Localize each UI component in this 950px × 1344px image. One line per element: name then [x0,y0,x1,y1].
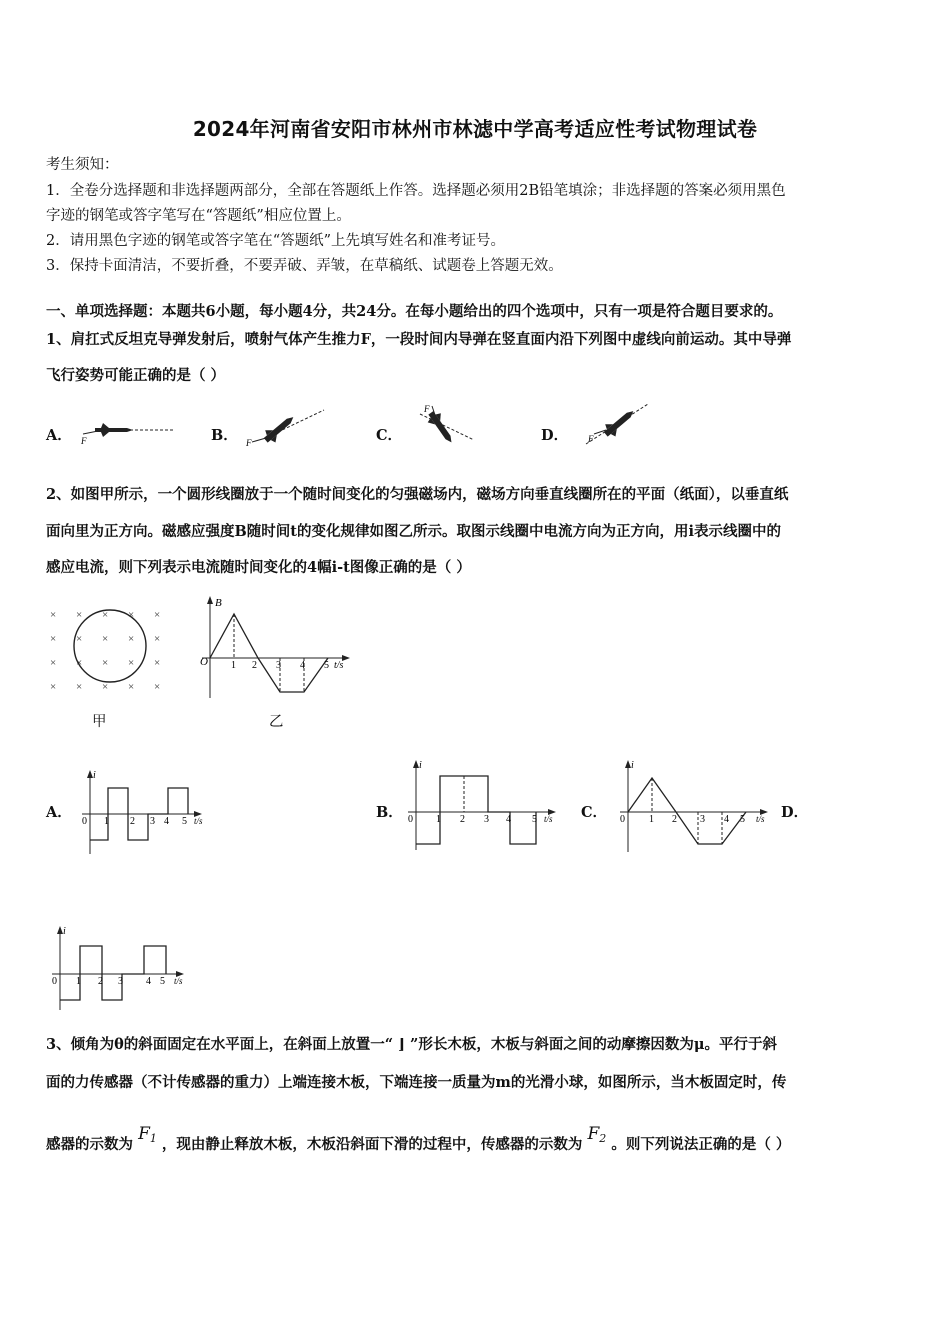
q2-yi-tick-2: 2 [252,660,257,671]
q2-graph-b [402,758,572,854]
q2-figure-jia [44,598,174,708]
q2-d-tick-1: 1 [76,976,81,987]
q2-d-tick-3: 3 [118,976,123,987]
q2-a-t-label: t/s [194,816,203,826]
notice-item-1: 1．全卷分选择题和非选择题两部分，全部在答题纸上作答。选择题必须用2B铅笔填涂；非选择题的答案必须用黑色 [46,183,786,199]
q2-yi-tick-4: 4 [300,660,305,671]
q2-b-tick-3: 3 [484,814,489,825]
q3-f1-sub: 1 [149,1132,157,1145]
q2-c-zero: 0 [620,814,625,825]
q2-yi-t-label: t/s [334,660,344,671]
q3-f2-sub: 2 [599,1132,607,1145]
field-cross-icon: × [76,633,83,645]
q3-line3-part2: ，现由静止释放木板，木板沿斜面下滑的过程中，传感器的示数为 [161,1136,583,1153]
q2-stem-line2: 面向里为正方向。磁感应强度B随时间t的变化规律如图乙所示。取图示线圈中电流方向为正方向，用i表示线圈中的 [46,523,781,540]
q2-figure-jia-label: 甲 [92,714,107,730]
field-cross-icon: × [50,609,57,621]
field-cross-icon: × [154,633,161,645]
q3-line3-part1: 感器的示数为 [46,1136,133,1153]
q2-yi-origin: O [200,656,208,668]
field-cross-icon: × [50,657,57,669]
field-cross-icon: × [76,657,83,669]
notice-heading: 考生须知： [46,157,119,173]
q2-b-tick-1: 1 [436,814,441,825]
q2-d-tick-5: 5 [160,976,165,987]
field-cross-icon: × [154,657,161,669]
q1-figure-d [576,400,652,450]
notice-item-2: 2．请用黑色字迹的钢笔或答字笔在“答题纸”上先填写姓名和准考证号。 [46,233,506,249]
q2-yi-tick-1: 1 [231,660,236,671]
q1-stem-line1: 1、肩扛式反坦克导弹发射后，喷射气体产生推力F，一段时间内导弹在竖直面内沿下列图中虚线向前运动。其中导弹 [46,331,792,348]
q2-graph-a [76,768,216,858]
q2-b-tick-2: 2 [460,814,465,825]
q1-option-b-label[interactable]: B． [211,427,238,444]
q1-figure-a [75,410,175,450]
q2-a-tick-3: 3 [150,816,155,827]
q2-c-t-label: t/s [756,814,765,824]
q1-b-force-label: F [246,438,252,448]
q1-d-force-label: F [588,434,594,444]
q2-b-tick-4: 4 [506,814,511,825]
notice-item-3: 3．保持卡面清洁，不要折叠，不要弄破、弄皱，在草稿纸、试题卷上答题无效。 [46,258,563,274]
q1-option-d-label[interactable]: D． [541,427,569,444]
q2-b-tick-5: 5 [532,814,537,825]
q2-b-t-label: t/s [544,814,553,824]
q1-a-force-label: F [81,436,87,446]
q2-stem-line1: 2、如图甲所示，一个圆形线圈放于一个随时间变化的匀强磁场内，磁场方向垂直线圈所在的平面（纸面），以垂直纸 [46,486,789,503]
q2-b-i-label: i [419,760,422,771]
q2-stem-line3: 感应电流，则下列表示电流随时间变化的4幅i-t图像正确的是（ ） [46,559,471,576]
field-cross-icon: × [128,633,135,645]
q3-stem-line3 [46,1124,791,1155]
q2-a-tick-2: 2 [130,816,135,827]
q2-yi-b-label: B [215,597,222,609]
q2-option-b-label[interactable]: B． [376,804,403,821]
q2-yi-tick-5: 5 [324,660,329,671]
field-cross-icon: × [76,609,83,621]
q2-c-i-label: i [631,760,634,771]
q1-figure-b [238,402,328,450]
field-cross-icon: × [128,609,135,621]
q2-figure-yi-label: 乙 [269,714,284,730]
page-title: 2024年河南省安阳市林州市林滤中学高考适应性考试物理试卷 [192,117,758,141]
q2-b-zero: 0 [408,814,413,825]
field-cross-icon: × [128,681,135,693]
q2-yi-tick-3: 3 [276,660,281,671]
q3-stem-line2: 面的力传感器（不计传感器的重力）上端连接木板，下端连接一质量为m的光滑小球，如图所示，当木板固定时，传 [46,1074,787,1091]
q2-d-t-label: t/s [174,976,183,986]
field-cross-icon: × [128,657,135,669]
q3-f1-symbol: F [138,1124,150,1144]
field-cross-icon: × [50,633,57,645]
q2-d-tick-4: 4 [146,976,151,987]
q1-option-c-label[interactable]: C． [376,427,403,444]
q1-stem-line2: 飞行姿势可能正确的是（ ） [46,367,226,384]
q2-d-tick-2: 2 [98,976,103,987]
q2-option-c-label[interactable]: C． [581,804,608,821]
field-cross-icon: × [76,681,83,693]
q2-a-tick-5: 5 [182,816,187,827]
q3-stem-line1: 3、倾角为θ的斜面固定在水平面上，在斜面上放置一“ ⌋ ”形长木板，木板与斜面之间的动摩擦因数为μ。平行于斜 [46,1036,778,1053]
q2-a-tick-1: 1 [104,816,109,827]
field-cross-icon: × [102,657,109,669]
field-cross-icon: × [154,609,161,621]
q2-c-tick-3: 3 [700,814,705,825]
q1-figure-c [412,402,482,450]
q3-f2 [587,1124,606,1144]
q3-line3-part3: 。则下列说法正确的是（ ） [611,1136,791,1153]
field-cross-icon: × [154,681,161,693]
q2-figure-yi [196,594,366,704]
q2-d-i-label: i [63,926,66,937]
q2-a-zero: 0 [82,816,87,827]
q2-a-i-label: i [93,770,96,781]
q1-option-a-label[interactable]: A． [46,427,72,444]
section-heading: 一、单项选择题：本题共6小题，每小题4分，共24分。在每小题给出的四个选项中，只有一项是符合题目要求的。 [46,303,783,320]
q3-f1 [138,1124,157,1144]
q2-option-d-label[interactable]: D． [781,804,809,821]
q2-c-tick-4: 4 [724,814,729,825]
q2-c-tick-2: 2 [672,814,677,825]
q2-graph-c [614,758,780,854]
field-cross-icon: × [102,633,109,645]
q2-d-zero: 0 [52,976,57,987]
notice-item-1-cont: 字迹的钢笔或答字笔写在“答题纸”相应位置上。 [46,208,351,224]
q2-c-tick-5: 5 [740,814,745,825]
q1-c-force-label: F [424,404,430,414]
q2-graph-d [46,924,196,1014]
q3-f2-symbol: F [587,1124,600,1144]
q2-a-tick-4: 4 [164,816,169,827]
q2-c-tick-1: 1 [649,814,654,825]
q2-option-a-label[interactable]: A． [46,804,72,821]
field-cross-icon: × [102,609,109,621]
field-cross-icon: × [50,681,57,693]
field-cross-icon: × [102,681,109,693]
